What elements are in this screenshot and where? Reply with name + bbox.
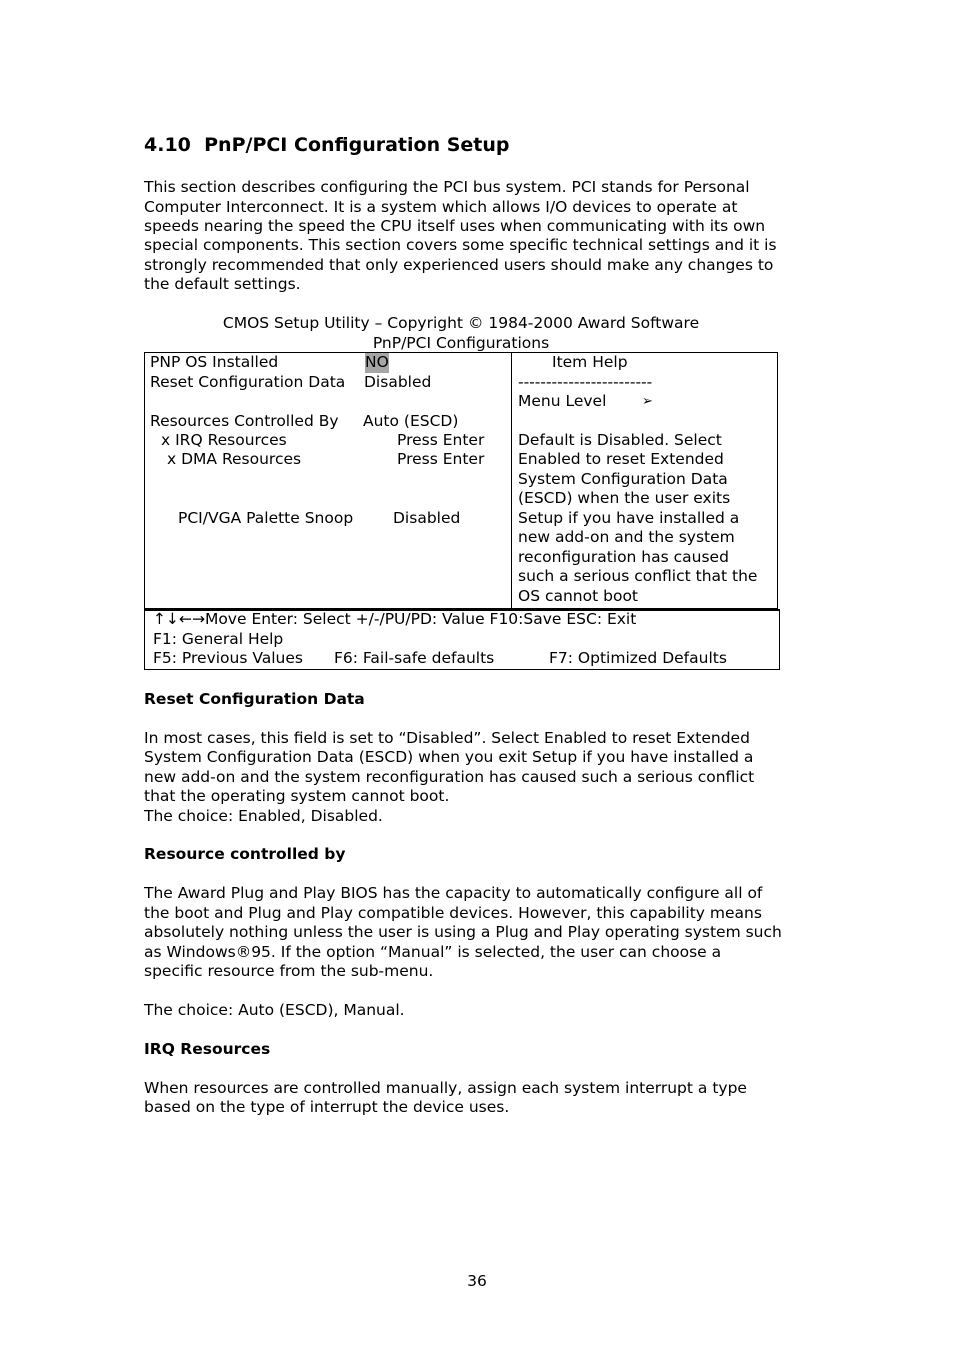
setting-irq-resources-label[interactable]: x IRQ Resources — [161, 431, 287, 449]
resource-controlled-line: The Award Plug and Play BIOS has the capacity to automatically configure all of — [144, 884, 763, 902]
setting-reset-config-value[interactable]: Disabled — [364, 373, 432, 391]
resource-controlled-line: as Windows®95. If the option “Manual” is selected, the user can choose a — [144, 943, 722, 961]
menu-level-arrow-icon: ➢ — [642, 394, 653, 409]
item-help-separator: ------------------------ — [518, 373, 653, 391]
setting-pnp-os-label[interactable]: PNP OS Installed — [150, 353, 279, 371]
resource-controlled-choice: The choice: Auto (ESCD), Manual. — [144, 1001, 405, 1019]
setting-pnp-os-value[interactable]: NO — [365, 353, 389, 371]
resource-controlled-heading: Resource controlled by — [144, 845, 346, 863]
reset-config-line: new add-on and the system reconfiguration has caused such a serious conflict — [144, 768, 755, 786]
setting-resources-controlled-label[interactable]: Resources Controlled By — [150, 412, 339, 430]
section-title — [144, 134, 510, 156]
reset-config-line: In most cases, this field is set to “Disabled”. Select Enabled to reset Extended — [144, 729, 750, 747]
reset-config-line: that the operating system cannot boot. — [144, 787, 450, 805]
irq-resources-heading: IRQ Resources — [144, 1040, 271, 1058]
setting-palette-snoop-label[interactable]: PCI/VGA Palette Snoop — [178, 509, 354, 527]
setting-dma-resources-label[interactable]: x DMA Resources — [167, 450, 302, 468]
item-help-line: reconfiguration has caused — [518, 548, 729, 566]
section-number: 4.10 — [144, 134, 191, 156]
bios-header-line2: PnP/PCI Configurations — [372, 334, 550, 352]
item-help-line: such a serious conflict that the — [518, 567, 758, 585]
footer-optimized-defaults: F7: Optimized Defaults — [549, 649, 727, 667]
intro-line: special components. This section covers some specific technical settings and it is — [144, 236, 777, 254]
reset-config-line: System Configuration Data (ESCD) when you exit Setup if you have installed a — [144, 748, 754, 766]
resource-controlled-line: specific resource from the sub-menu. — [144, 962, 434, 980]
setting-irq-resources-value[interactable]: Press Enter — [397, 431, 485, 449]
intro-line: strongly recommended that only experienced users should make any changes to — [144, 256, 774, 274]
item-help-line: (ESCD) when the user exits — [518, 489, 731, 507]
footer-nav-keys: ↑↓←→Move Enter: Select +/-/PU/PD: Value F10:Save ESC: Exit — [153, 610, 637, 628]
menu-level-label: Menu Level — [518, 392, 607, 410]
intro-line: the default settings. — [144, 275, 301, 293]
reset-config-heading: Reset Configuration Data — [144, 690, 365, 708]
irq-resources-line: based on the type of interrupt the device uses. — [144, 1098, 510, 1116]
resource-controlled-line: absolutely nothing unless the user is using a Plug and Play operating system such — [144, 923, 782, 941]
bios-header-line1: CMOS Setup Utility – Copyright © 1984-2000 Award Software — [222, 314, 700, 332]
footer-general-help: F1: General Help — [153, 630, 284, 648]
setting-reset-config-label[interactable]: Reset Configuration Data — [150, 373, 346, 391]
intro-line: This section describes configuring the PCI bus system. PCI stands for Personal — [144, 178, 750, 196]
item-help-line: OS cannot boot — [518, 587, 639, 605]
item-help-line: Enabled to reset Extended — [518, 450, 724, 468]
item-help-line: System Configuration Data — [518, 470, 728, 488]
section-title-text: PnP/PCI Configuration Setup — [204, 134, 510, 156]
footer-previous-values: F5: Previous Values — [153, 649, 303, 667]
item-help-line: Default is Disabled. Select — [518, 431, 722, 449]
intro-line: Computer Interconnect. It is a system which allows I/O devices to operate at — [144, 198, 738, 216]
item-help-title: Item Help — [552, 353, 628, 371]
setting-resources-controlled-value[interactable]: Auto (ESCD) — [363, 412, 459, 430]
irq-resources-line: When resources are controlled manually, assign each system interrupt a type — [144, 1079, 747, 1097]
resource-controlled-line: the boot and Plug and Play compatible devices. However, this capability means — [144, 904, 762, 922]
item-help-line: Setup if you have installed a — [518, 509, 740, 527]
page-number: 36 — [467, 1272, 487, 1290]
reset-config-line: The choice: Enabled, Disabled. — [144, 807, 383, 825]
setting-dma-resources-value[interactable]: Press Enter — [397, 450, 485, 468]
setting-palette-snoop-value[interactable]: Disabled — [393, 509, 461, 527]
intro-line: speeds nearing the speed the CPU itself uses when communicating with its own — [144, 217, 766, 235]
bios-panel-divider — [511, 352, 512, 609]
item-help-line: new add-on and the system — [518, 528, 735, 546]
footer-failsafe-defaults: F6: Fail-safe defaults — [334, 649, 495, 667]
